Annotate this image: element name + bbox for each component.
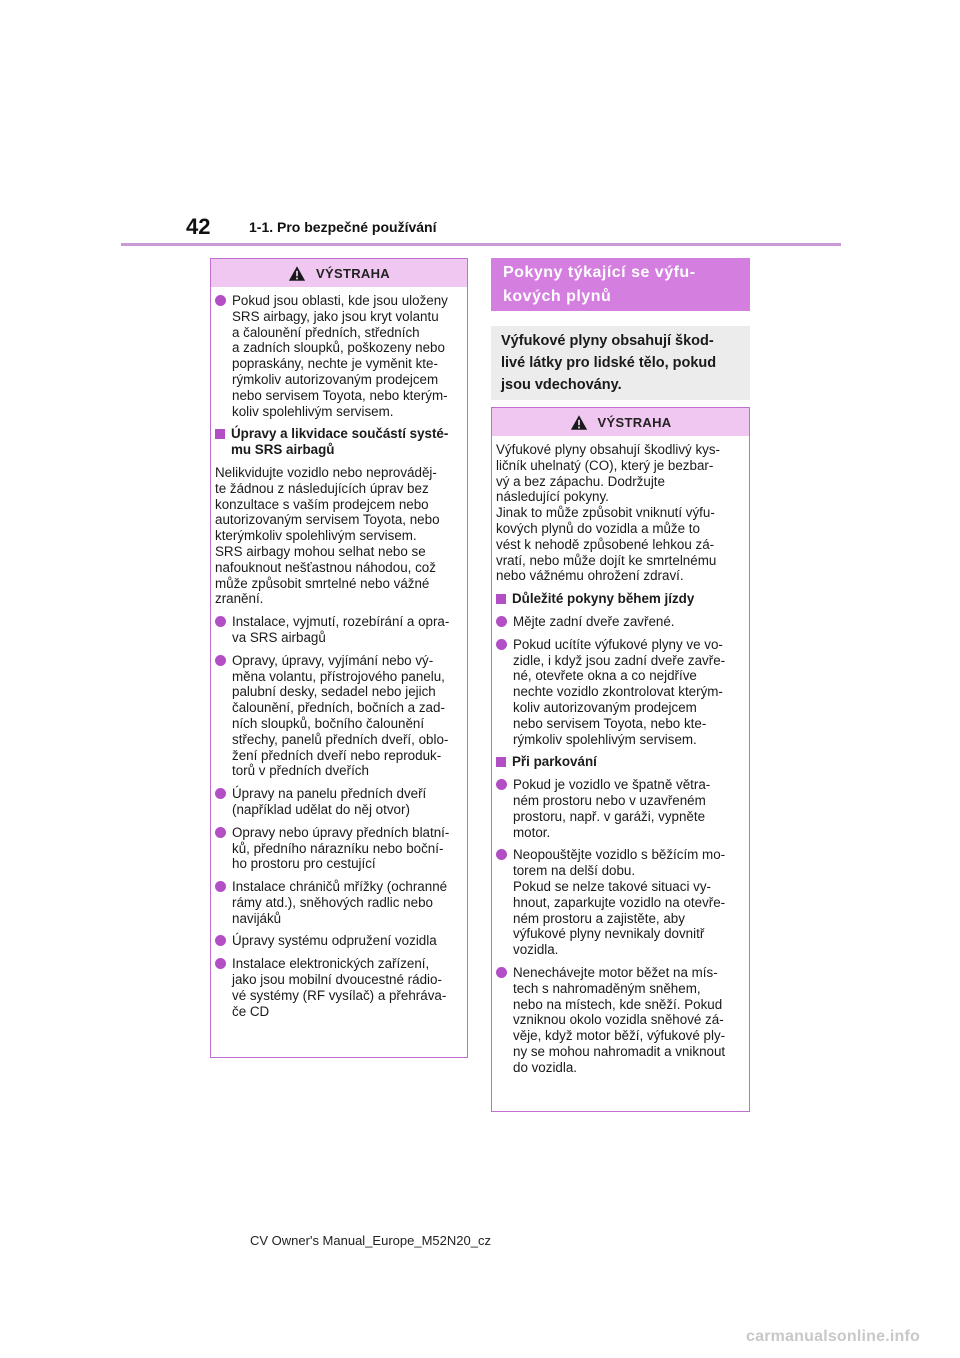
square-bullet-icon — [215, 429, 225, 439]
section-title: 1-1. Pro bezpečné používání — [249, 219, 437, 235]
warning-list-item — [496, 637, 743, 748]
warning-list-item — [215, 933, 461, 949]
warning-list-item — [496, 847, 743, 958]
warning-list-item — [215, 956, 461, 1019]
round-bullet-icon — [215, 827, 226, 838]
warning-item-text: Při parkování — [512, 754, 597, 770]
warning-paragraph: Nelikvidujte vozidlo nebo neprováděj- te žádnou z následujících úprav bez konzultace s vaším prodejcem nebo autorizovaným servisem Toyota, nebo kterýmkoliv spolehlivým servisem. SRS airbagy mohou selhat nebo se nafouknout nešťastnou náhodou, což může způsobit smrtelné nebo vážné zranění. — [215, 464, 440, 607]
warning-item-text: Pokud jsou oblasti, kde jsou uloženy SRS airbagy, jako jsou kryt volantu a čalounění předních, středních a zadních sloupků, poškozeny nebo popraskány, nechte je vyměnit kte- rýmkoliv autorizovaným prodejcem nebo servisem Toyota, nebo kterým- koliv spolehlivým servisem. — [232, 293, 448, 419]
warning-item-text: Opravy, úpravy, vyjímání nebo vý- měna volantu, přístrojového panelu, palubní desky, sedadel nebo jejich čalounění, předních, bočních a zad- ních sloupků, bočního čalounění střechy, panelů předních dveří, oblo- žení předních dveří nebo reproduk- torů v předních dveřích — [232, 652, 449, 779]
exhaust-subheading: Výfukové plyny obsahují škod- livé látky pro lidské tělo, pokud jsou vdechovány. — [491, 326, 750, 400]
round-bullet-icon — [496, 639, 507, 650]
warning-subheading — [215, 426, 461, 458]
warning-list-item — [215, 614, 461, 646]
warning-paragraph: Výfukové plyny obsahují škodlivý kys- ličník uhelnatý (CO), který je bezbar- vý a bez zápachu. Dodržujte následující pokyny. Jinak to může způsobit vniknutí výfu- kových plynů do vozidla a může to vést k nehodě způsobené lehkou zá- vratí, nebo může dojít ke smrtelnému nebo vážnému ohrožení zdraví. — [496, 442, 721, 584]
square-bullet-icon — [496, 594, 506, 604]
warning-item-text: Úpravy na panelu předních dveří (například udělat do něj otvor) — [232, 786, 427, 817]
round-bullet-icon — [215, 881, 226, 892]
right-warning-body — [492, 436, 749, 1090]
round-bullet-icon — [215, 295, 226, 306]
warning-item-text: Pokud je vozidlo ve špatně větra- ném prostoru nebo v uzavřeném prostoru, např. v garáži, vypněte motor. — [513, 777, 711, 840]
warning-list-item — [215, 293, 461, 419]
round-bullet-icon — [215, 616, 226, 627]
left-warning-box — [210, 258, 468, 1058]
warning-item-text: Instalace chráničů mřížky (ochranné rámy atd.), sněhových radlic nebo navijáků — [232, 879, 448, 926]
right-warning-header — [492, 408, 749, 436]
header-rule — [121, 243, 841, 246]
manual-id: CV Owner's Manual_Europe_M52N20_cz — [250, 1233, 491, 1248]
round-bullet-icon — [496, 967, 507, 978]
left-warning-title: VÝSTRAHA — [316, 265, 390, 281]
right-warning-title: VÝSTRAHA — [597, 414, 672, 430]
warning-item-text: Úpravy systému odpružení vozidla — [232, 933, 437, 949]
warning-list-item — [215, 786, 461, 818]
warning-item-text: Nenechávejte motor běžet na mís- tech s nahromaděným sněhem, nebo na místech, kde sněží. Pokud vzniknou okolo vozidla sněhové zá- věje, když motor běží, výfukové ply- ny se mohou nahromadit a vniknout do vozidla. — [513, 964, 726, 1075]
warning-list-item — [215, 653, 461, 779]
warning-subheading — [496, 754, 743, 770]
warning-triangle-icon — [288, 265, 306, 282]
warning-triangle-icon — [570, 414, 588, 431]
warning-item-text: Důležité pokyny během jízdy — [512, 591, 695, 607]
exhaust-heading: Pokyny týkající se výfu- kových plynů — [491, 258, 750, 311]
right-warning-box — [491, 407, 750, 1112]
warning-item-text: Opravy nebo úpravy předních blatní- ků, předního nárazníku nebo boční- ho prostoru pro cestující — [232, 824, 450, 872]
round-bullet-icon — [496, 779, 507, 790]
round-bullet-icon — [496, 849, 507, 860]
round-bullet-icon — [215, 958, 226, 969]
warning-list-item — [215, 879, 461, 926]
warning-list-item — [496, 614, 743, 630]
round-bullet-icon — [215, 655, 226, 666]
warning-item-text: Instalace, vyjmutí, rozebírání a opra- va SRS airbagů — [232, 614, 450, 645]
warning-list-item — [496, 777, 743, 840]
warning-subheading — [496, 591, 743, 607]
warning-item-text: Instalace elektronických zařízení, jako jsou mobilní dvoucestné rádio- vé systémy (RF vysílač) a přehráva- če CD — [232, 956, 447, 1019]
round-bullet-icon — [215, 788, 226, 799]
square-bullet-icon — [496, 757, 506, 767]
warning-item-text: Úpravy a likvidace součástí systé- mu SRS airbagů — [231, 426, 449, 458]
warning-list-item — [496, 965, 743, 1076]
round-bullet-icon — [215, 935, 226, 946]
warning-list-item — [215, 825, 461, 872]
warning-item-text: Neopouštějte vozidlo s běžícím mo- torem na delší dobu. Pokud se nelze takové situaci vy- hnout, zaparkujte vozidlo na otevře- ném prostoru a zajistěte, aby výfukové plyny nevnikaly dovnitř vozidla. — [513, 847, 726, 958]
left-warning-body — [211, 287, 467, 1034]
round-bullet-icon — [496, 616, 507, 627]
warning-item-text: Mějte zadní dveře zavřené. — [513, 613, 675, 629]
page-number: 42 — [186, 214, 211, 239]
left-warning-header — [211, 259, 467, 287]
warning-item-text: Pokud ucítíte výfukové plyny ve vo- zidle, i když jsou zadní dveře zavře- né, otevřete okna a co nejdříve nechte vozidlo zkontrolovat kterým- koliv autorizovaným prodejcem nebo servisem Toyota, nebo kte- rýmkoliv spolehlivým servisem. — [513, 636, 726, 747]
watermark: carmanualsonline.info — [746, 1328, 921, 1345]
